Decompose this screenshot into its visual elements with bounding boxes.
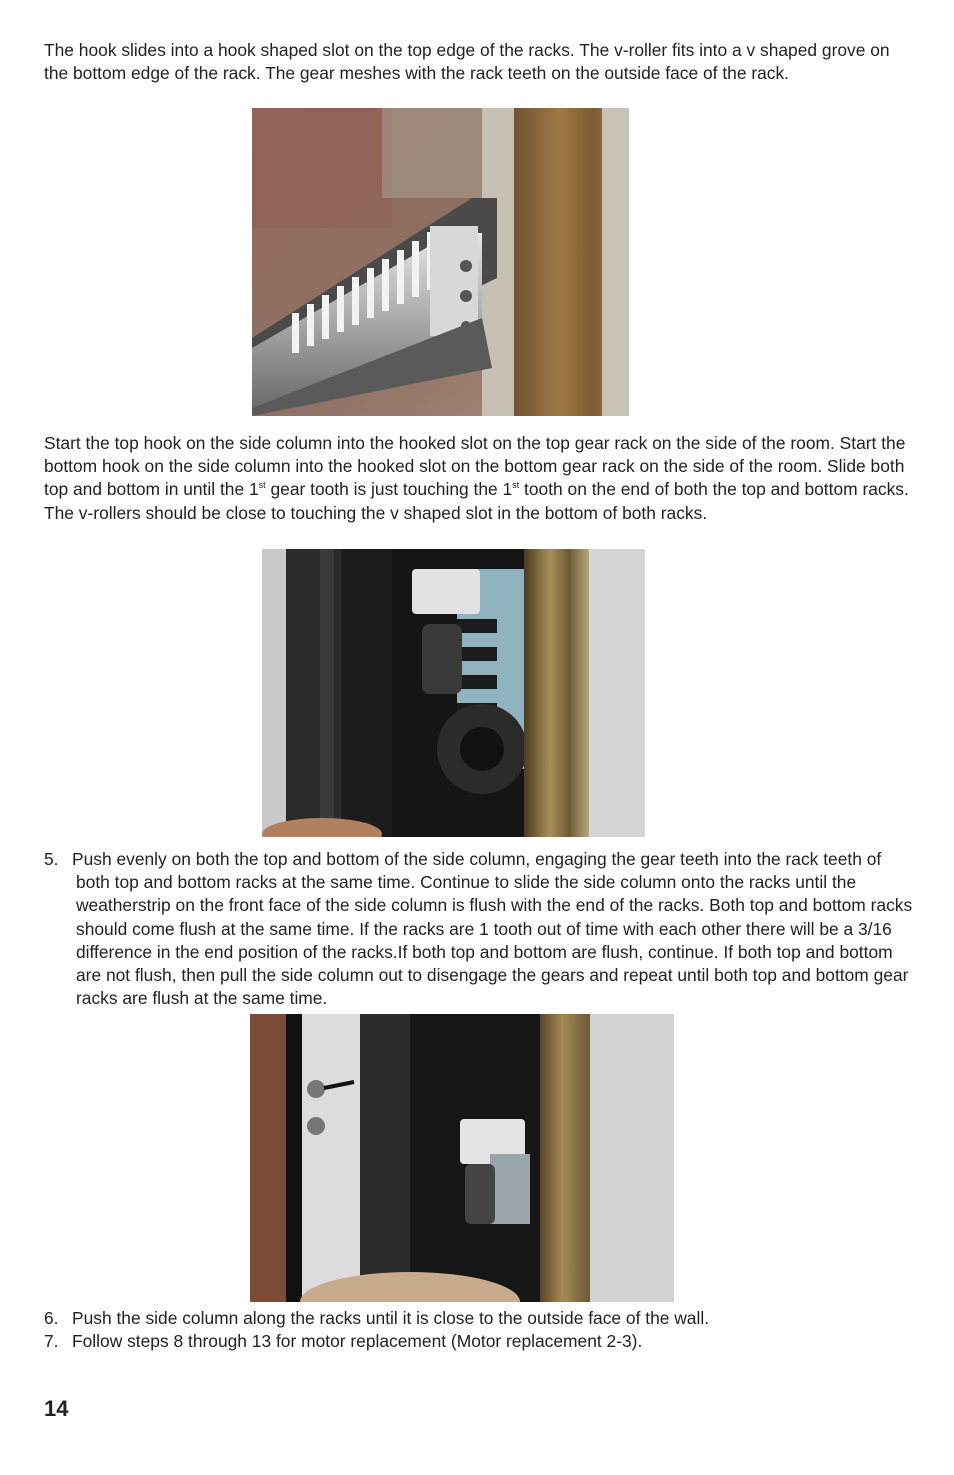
- start-text-3: tooth on the end of both the top and bottom racks. The v-rollers should be close to touching the v shaped slot in the bottom of both racks.: [44, 479, 909, 523]
- intro-paragraph: The hook slides into a hook shaped slot on the top edge of the racks. The v-roller fits into a v shaped grove on the bottom edge of the rack. The gear meshes with the rack teeth on the outside face of the rack.: [44, 40, 890, 84]
- flush-column-illustration: [250, 1014, 674, 1302]
- superscript-st-2: st: [512, 480, 520, 491]
- start-text-1: Start the top hook on the side column into the hooked slot on the top gear rack on the side of the room. Start the bottom hook on the side column into the hooked slot on the bottom gear rack on the side of the room. Slide both top and bottom in until the 1: [44, 433, 906, 500]
- step-5-text: Push evenly on both the top and bottom of the side column, engaging the gear teeth into the rack teeth of both top and bottom racks at the same time. Continue to slide the side column onto the racks until the weatherstrip on the front face of the side column is flush with the end of the racks. Both top and bottom racks should come flush at the same time. If the racks are 1 tooth out of time with each other there will be a 3/16 difference in the end position of the racks.If both top and bottom are flush, continue. If both top and bottom are not flush, then pull the side column out to disengage the gears and repeat until both top and bottom gear racks are flush at the same time.: [72, 849, 913, 1009]
- step-5-number: 5.: [44, 849, 59, 869]
- step-6: [44, 1307, 914, 1330]
- hook-gear-photo: [262, 549, 645, 837]
- page-number: 14: [44, 1396, 69, 1421]
- start-text-2: gear tooth is just touching the 1: [265, 479, 513, 500]
- gear-rack-illustration: [252, 108, 629, 416]
- step-6-number: 6.: [44, 1308, 59, 1328]
- step-5: [44, 848, 914, 1010]
- step-6-text: Push the side column along the racks until it is close to the outside face of the wall.: [72, 1308, 710, 1328]
- superscript-st-1: st: [258, 480, 266, 491]
- step-7: [44, 1330, 914, 1353]
- flush-column-photo: [250, 1014, 674, 1302]
- step-7-text: Follow steps 8 through 13 for motor replacement (Motor replacement 2-3).: [72, 1331, 643, 1351]
- step-7-number: 7.: [44, 1331, 59, 1351]
- hook-gear-illustration: [262, 549, 645, 837]
- start-paragraph: [44, 432, 914, 525]
- gear-rack-photo: [252, 108, 629, 416]
